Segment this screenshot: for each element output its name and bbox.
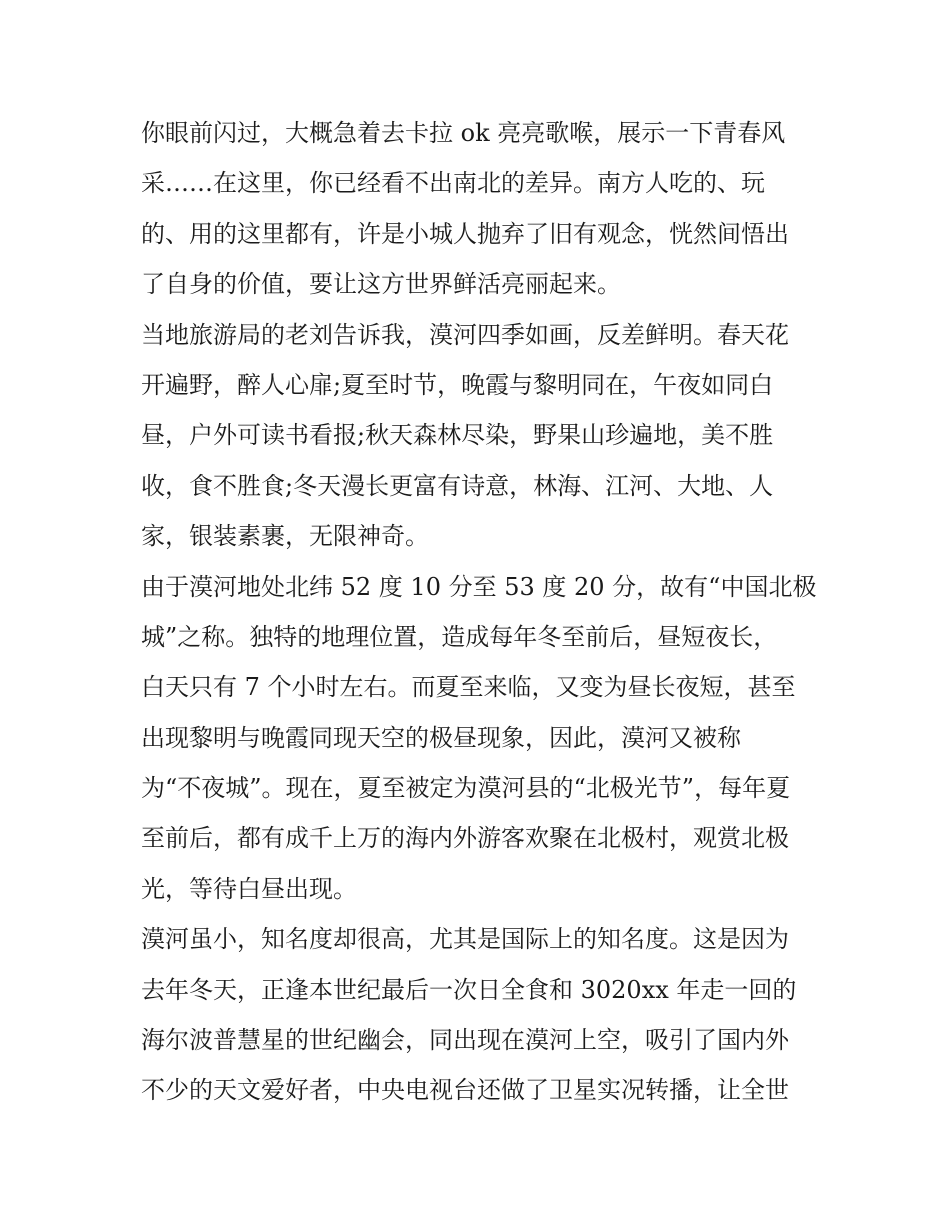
text-line: 城”之称。独特的地理位置，造成每年冬至前后，昼短夜长， xyxy=(141,622,778,651)
text-line: 的、用的这里都有，许是小城人抛弃了旧有观念，恍然间悟出 xyxy=(141,219,789,248)
text-line: 你眼前闪过，大概急着去卡拉 ok 亮亮歌喉，展示一下青春风 xyxy=(141,119,786,147)
document-body xyxy=(141,108,831,1116)
text-line: 至前后，都有成千上万的海内外游客欢聚在北极村，观赏北极 xyxy=(141,824,789,853)
text-line: 采……在这里，你已经看不出南北的差异。南方人吃的、玩 xyxy=(141,169,765,198)
text-line: 当地旅游局的老刘告诉我，漠河四季如画，反差鲜明。春天花 xyxy=(141,320,789,349)
paragraph-3 xyxy=(141,562,831,915)
text-line: 了自身的价值，要让这方世界鲜活亮丽起来。 xyxy=(141,270,621,299)
text-line: 光，等待白昼出现。 xyxy=(141,874,357,903)
text-line: 为“不夜城”。现在，夏至被定为漠河县的“北极光节”，每年夏 xyxy=(141,774,791,803)
text-line: 家，银装素裹，无限神奇。 xyxy=(141,522,429,551)
text-line: 由于漠河地处北纬 52 度 10 分至 53 度 20 分，故有“中国北极 xyxy=(141,572,817,601)
paragraph-2 xyxy=(141,310,831,562)
text-line: 海尔波普慧星的世纪幽会，同出现在漠河上空，吸引了国内外 xyxy=(141,1026,789,1055)
text-line: 收，食不胜食;冬天漫长更富有诗意，林海、江河、大地、人 xyxy=(141,471,774,500)
text-line: 漠河虽小，知名度却很高，尤其是国际上的知名度。这是因为 xyxy=(141,925,789,954)
text-line: 出现黎明与晚霞同现天空的极昼现象，因此，漠河又被称 xyxy=(141,723,741,752)
text-line: 白天只有 7 个小时左右。而夏至来临，又变为昼长夜短，甚至 xyxy=(141,673,796,702)
text-line: 昼，户外可读书看报;秋天森林尽染，野果山珍遍地，美不胜 xyxy=(141,421,774,450)
text-line: 开遍野，醉人心扉;夏至时节，晚霞与黎明同在，午夜如同白 xyxy=(141,370,774,399)
text-line: 不少的天文爱好者，中央电视台还做了卫星实况转播，让全世 xyxy=(141,1076,789,1105)
paragraph-4 xyxy=(141,914,831,1116)
text-line: 去年冬天，正逢本世纪最后一次日全食和 3020xx 年走一回的 xyxy=(141,975,797,1004)
paragraph-1 xyxy=(141,108,831,310)
